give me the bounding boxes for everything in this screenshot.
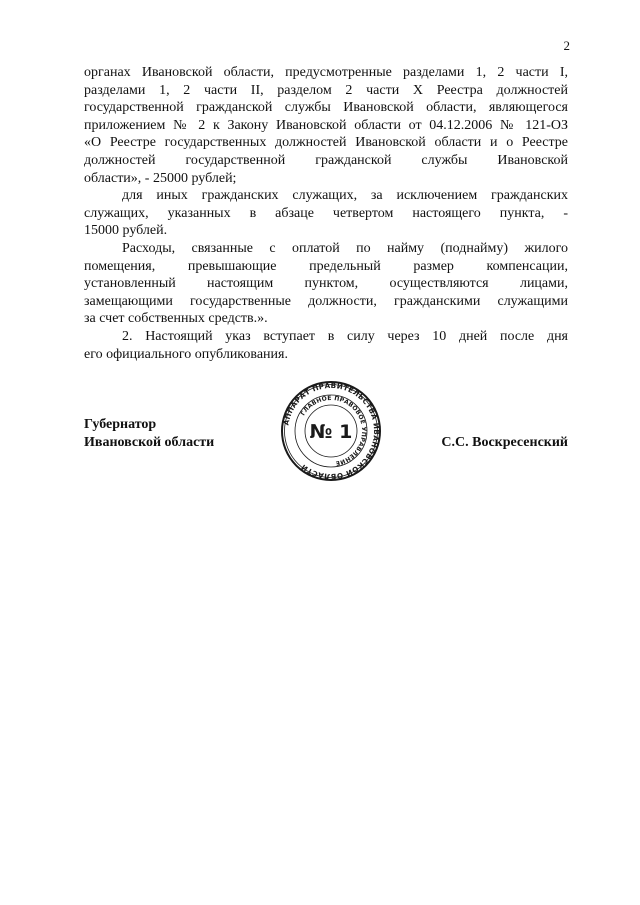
signatory-title-line-1: Губернатор bbox=[84, 417, 157, 432]
body-line: приложением № 2 к Закону Ивановской области от 04.12.2006 № 121-ОЗ bbox=[84, 117, 568, 133]
body-line: области», - 25000 рублей; bbox=[84, 170, 237, 186]
body-line: «О Реестре государственных должностей Ивановской области и о Реестре bbox=[84, 135, 568, 151]
official-seal bbox=[280, 380, 382, 482]
page-number: 2 bbox=[563, 38, 570, 53]
signatory-name: С.С. Воскресенский bbox=[441, 435, 568, 450]
body-line: государственной гражданской службы Ивановской области, являющегося bbox=[84, 100, 568, 116]
body-line: разделами 1, 2 части II, разделом 2 части X Реестра должностей bbox=[84, 82, 568, 98]
body-line: 2. Настоящий указ вступает в силу через 10 дней после дня bbox=[122, 328, 568, 344]
document-body bbox=[84, 64, 568, 363]
signature-block bbox=[84, 380, 568, 516]
body-line: для иных гражданских служащих, за исключением гражданских bbox=[122, 188, 568, 204]
body-line: служащих, указанных в абзаце четвертом настоящего пункта, - bbox=[84, 205, 568, 221]
body-line: замещающими государственные должности, гражданскими служащими bbox=[84, 293, 568, 309]
seal-outer-text: АППАРАТ ПРАВИТЕЛЬСТВА ИВАНОВСКОЙ ОБЛАСТИ bbox=[281, 380, 382, 482]
body-line: за счет собственных средств.». bbox=[84, 311, 268, 327]
signatory-title-line-2: Ивановской области bbox=[84, 435, 215, 450]
body-line: 15000 рублей. bbox=[84, 223, 168, 239]
body-line: органах Ивановской области, предусмотренные разделами 1, 2 части I, bbox=[84, 65, 568, 80]
body-line: его официального опубликования. bbox=[84, 346, 288, 362]
body-line: Расходы, связанные с оплатой по найму (поднайму) жилого bbox=[122, 240, 568, 256]
body-line: помещения, превышающие предельный размер компенсации, bbox=[84, 258, 568, 274]
body-line: установленный настоящим пунктом, осуществляются лицами, bbox=[84, 276, 568, 292]
signatory-title bbox=[84, 416, 214, 452]
body-line: должностей государственной гражданской службы Ивановской bbox=[84, 152, 568, 168]
seal-inner-text: ГЛАВНОЕ ПРАВОВОЕ УПРАВЛЕНИЕ bbox=[299, 394, 368, 467]
seal-number: № 1 bbox=[309, 421, 353, 443]
